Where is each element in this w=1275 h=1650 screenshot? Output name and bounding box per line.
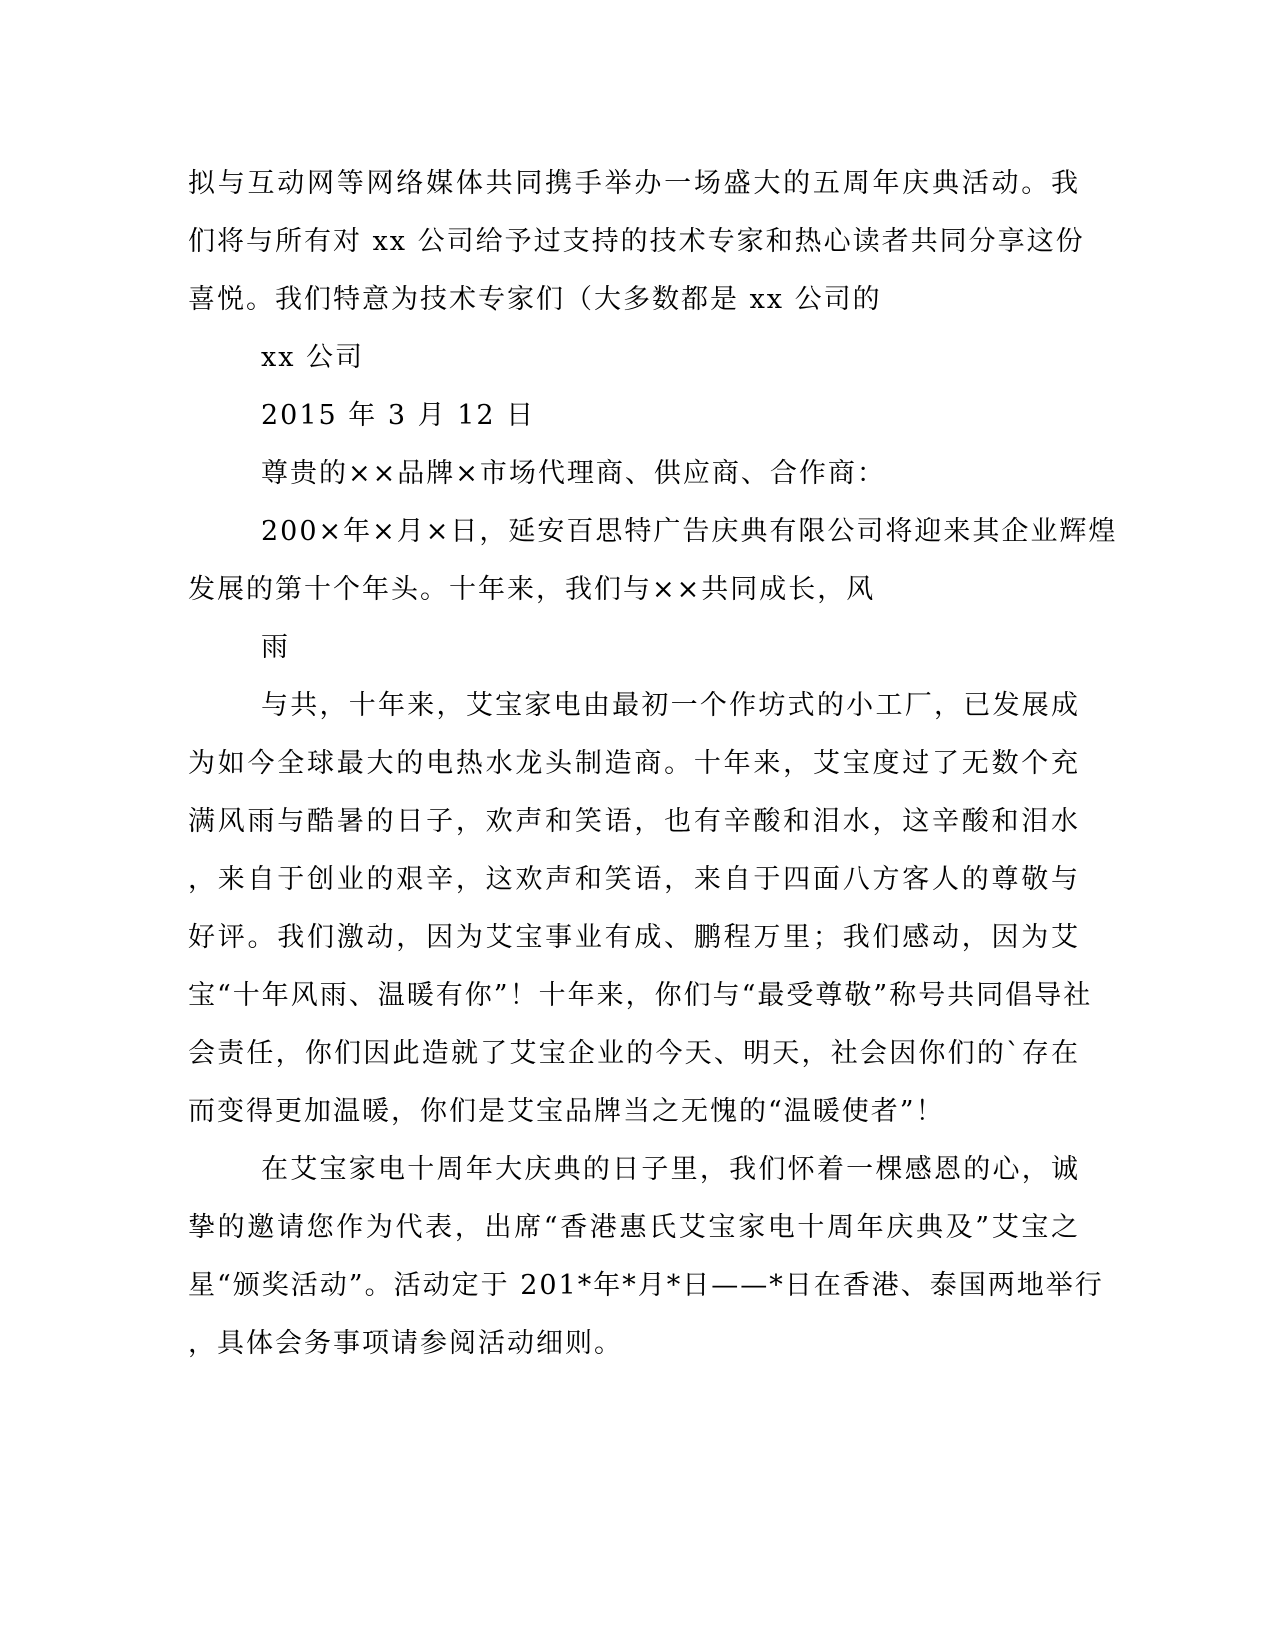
text-line-3: 喜悦。我们特意为技术专家们（大多数都是 xx 公司的 — [188, 284, 882, 315]
text-line-16: 会责任，你们因此造就了艾宝企业的今天、明天，社会因你们的`存在 — [188, 1038, 1080, 1069]
text-line-15: 宝“十年风雨、温暖有你”！十年来，你们与“最受尊敬”称号共同倡导社 — [188, 980, 1093, 1011]
text-line-20: 星“颁奖活动”。活动定于 201*年*月*日——*日在香港、泰国两地举行 — [188, 1270, 1104, 1301]
text-line-11: 为如今全球最大的电热水龙头制造商。十年来，艾宝度过了无数个充 — [188, 748, 1080, 779]
text-line-2: 们将与所有对 xx 公司给予过支持的技术专家和热心读者共同分享这份 — [188, 226, 1085, 257]
text-line-1: 拟与互动网等网络媒体共同携手举办一场盛大的五周年庆典活动。我 — [188, 168, 1080, 199]
text-line-21: ，具体会务事项请参阅活动细则。 — [188, 1328, 623, 1359]
text-line-8: 发展的第十个年头。十年来，我们与××共同成长，风 — [188, 574, 876, 605]
salutation: 尊贵的××品牌×市场代理商、供应商、合作商： — [261, 458, 886, 489]
text-line-10: 与共，十年来，艾宝家电由最初一个作坊式的小工厂，已发展成 — [261, 690, 1080, 721]
text-line-17: 而变得更加温暖，你们是艾宝品牌当之无愧的“温暖使者”！ — [188, 1096, 945, 1127]
text-line-7: 200×年×月×日，延安百思特广告庆典有限公司将迎来其企业辉煌 — [261, 516, 1118, 547]
date-line: 2015 年 3 月 12 日 — [261, 400, 536, 431]
text-line-14: 好评。我们激动，因为艾宝事业有成、鹏程万里；我们感动，因为艾 — [188, 922, 1080, 953]
text-line-12: 满风雨与酷暑的日子，欢声和笑语，也有辛酸和泪水，这辛酸和泪水 — [188, 806, 1080, 837]
text-line-13: ，来自于创业的艰辛，这欢声和笑语，来自于四面八方客人的尊敬与 — [188, 864, 1080, 895]
text-line-18: 在艾宝家电十周年大庆典的日子里，我们怀着一棵感恩的心，诚 — [261, 1154, 1080, 1185]
company-name: xx 公司 — [261, 342, 365, 373]
text-line-9: 雨 — [261, 632, 290, 663]
text-line-19: 挚的邀请您作为代表，出席“香港惠氏艾宝家电十周年庆典及”艾宝之 — [188, 1212, 1080, 1243]
